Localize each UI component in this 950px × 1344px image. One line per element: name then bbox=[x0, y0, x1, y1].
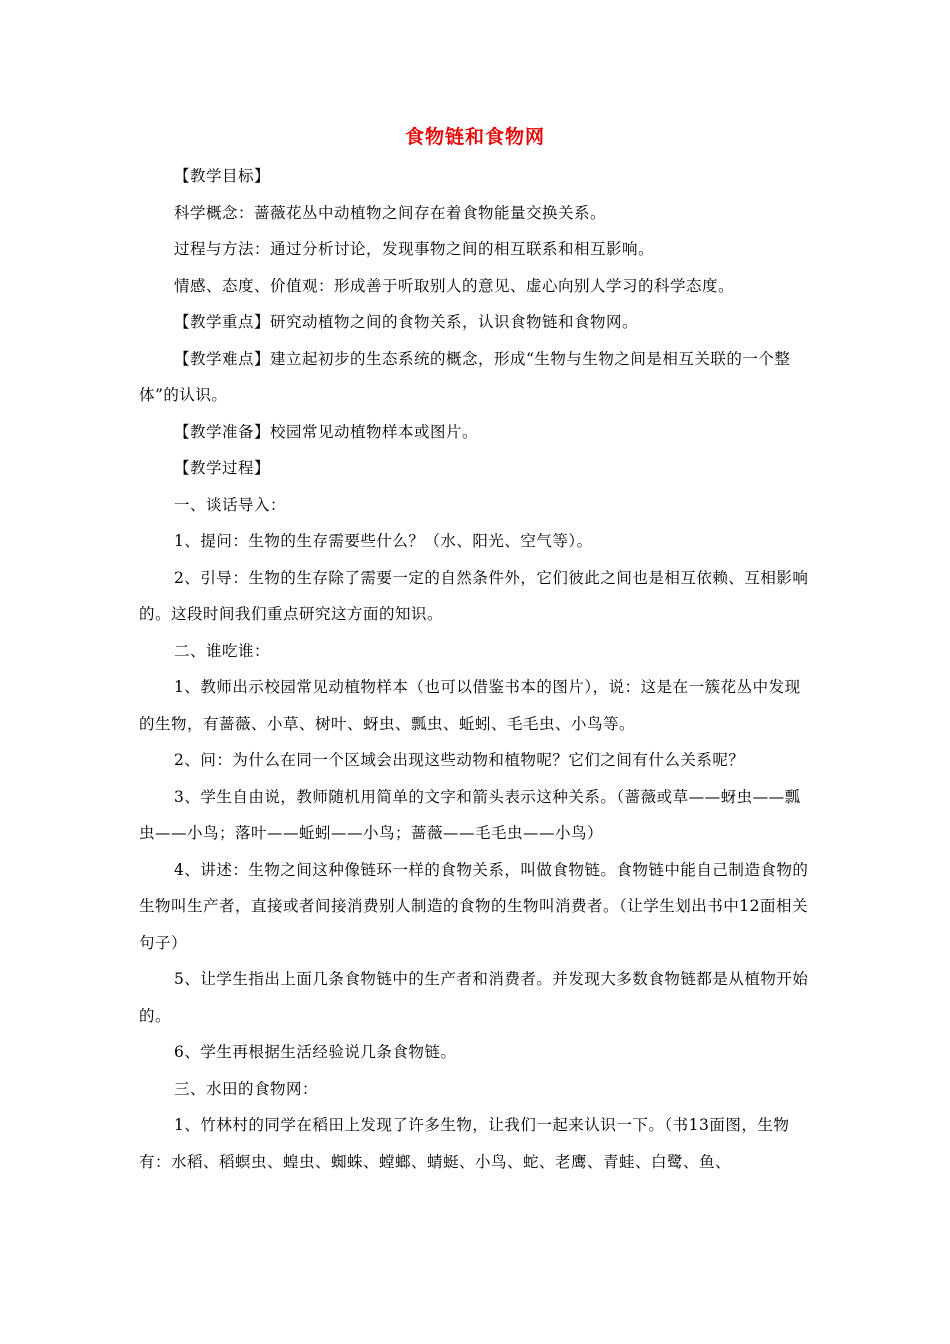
paragraph: 【教学目标】 bbox=[174, 167, 271, 185]
document-title: 食物链和食物网 bbox=[404, 126, 545, 148]
paragraph: 情感、态度、价值观：形成善于听取别人的意见、虚心向别人学习的科学态度。 bbox=[174, 276, 735, 295]
paragraph: 1、竹林村的同学在稻田上发现了许多生物，让我们一起来认识一下。（书13面图，生物有：水稻、稻螟虫、蝗虫、蜘蛛、螳螂、蜻蜓、小鸟、蛇、老鹰、青蛙、白鹭、鱼、 bbox=[139, 1116, 790, 1171]
paragraph: 【教学准备】校园常见动植物样本或图片。 bbox=[174, 422, 479, 441]
paragraph: 4、讲述：生物之间这种像链环一样的食物关系，叫做食物链。食物链中能自己制造食物的生物叫生产者，直接或者间接消费别人制造的食物的生物叫消费者。（让学生划出书中12面相关句子） bbox=[139, 860, 809, 952]
paragraph: 1、提问：生物的生存需要些什么？（水、阳光、空气等）。 bbox=[174, 532, 593, 550]
paragraph: 2、引导：生物的生存除了需要一定的自然条件外，它们彼此之间也是相互依赖、互相影响的。这段时间我们重点研究这方面的知识。 bbox=[139, 568, 809, 623]
paragraph: 1、教师出示校园常见动植物样本（也可以借鉴书本的图片），说：这是在一簇花丛中发现的生物，有蔷薇、小草、树叶、蚜虫、瓢虫、蚯蚓、毛毛虫、小鸟等。 bbox=[139, 678, 801, 733]
paragraph: 5、让学生指出上面几条食物链中的生产者和消费者。并发现大多数食物链都是从植物开始的。 bbox=[139, 970, 809, 1025]
document-body bbox=[139, 158, 809, 1180]
paragraph: 【教学难点】建立起初步的生态系统的概念，形成“生物与生物之间是相互关联的一个整体”的认识。 bbox=[139, 349, 791, 404]
paragraph: 3、学生自由说，教师随机用简单的文字和箭头表示这种关系。（蔷薇或草——蚜虫——瓢虫——小鸟；落叶——蚯蚓——小鸟；蔷薇——毛毛虫——小鸟） bbox=[139, 787, 801, 842]
paragraph: 科学概念：蔷薇花丛中动植物之间存在着食物能量交换关系。 bbox=[174, 203, 607, 222]
paragraph: 过程与方法：通过分析讨论，发现事物之间的相互联系和相互影响。 bbox=[174, 240, 655, 258]
paragraph: 三、水田的食物网： bbox=[174, 1079, 319, 1098]
paragraph: 6、学生再根据生活经验说几条食物链。 bbox=[174, 1043, 457, 1061]
paragraph: 【教学重点】研究动植物之间的食物关系，认识食物链和食物网。 bbox=[174, 313, 639, 331]
paragraph: 一、谈话导入： bbox=[174, 495, 287, 514]
paragraph: 二、谁吃谁： bbox=[174, 641, 271, 660]
paragraph: 【教学过程】 bbox=[174, 459, 271, 477]
paragraph: 2、问：为什么在同一个区域会出现这些动物和植物呢？它们之间有什么关系呢？ bbox=[174, 751, 745, 769]
